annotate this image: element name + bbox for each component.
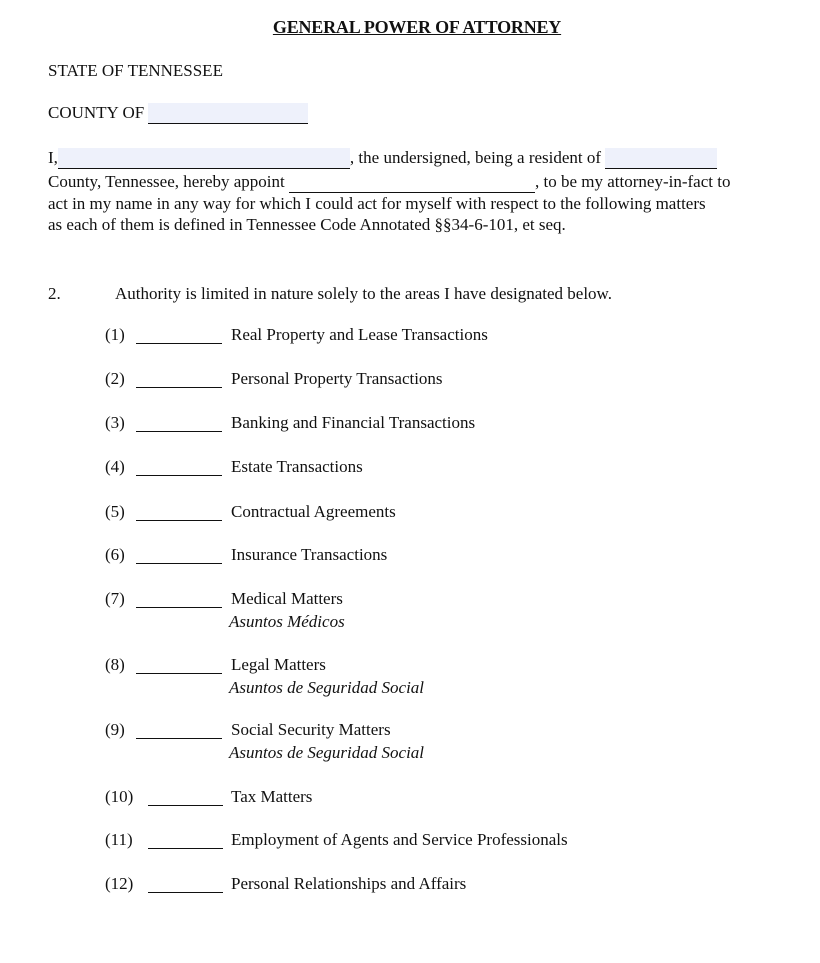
intro-line-2	[48, 172, 730, 193]
item-label: Personal Relationships and Affairs	[231, 874, 467, 893]
item-label: Legal Matters	[231, 655, 326, 674]
item-label: Contractual Agreements	[231, 502, 396, 521]
item-number: (6)	[105, 545, 125, 564]
intro-line-4: as each of them is defined in Tennessee Code Annotated §§34-6-101, et seq.	[48, 215, 566, 234]
section-text: Authority is limited in nature solely to the areas I have designated below.	[115, 284, 612, 303]
grantor-name-field[interactable]	[58, 148, 350, 169]
item-sublabel: Asuntos Médicos	[229, 612, 345, 631]
item-number: (3)	[105, 413, 125, 432]
item-initials-field[interactable]	[136, 343, 222, 344]
item-initials-field[interactable]	[136, 431, 222, 432]
intro-line2-end: , to be my attorney-in-fact to	[535, 172, 731, 191]
item-label: Personal Property Transactions	[231, 369, 443, 388]
resident-county-field[interactable]	[605, 148, 717, 169]
intro-line-3: act in my name in any way for which I could act for myself with respect to the following matters	[48, 194, 706, 213]
item-sublabel: Asuntos de Seguridad Social	[229, 678, 425, 697]
item-number: (2)	[105, 369, 125, 388]
item-initials-field[interactable]	[136, 563, 222, 564]
item-number: (12)	[105, 874, 134, 893]
county-label: COUNTY OF	[48, 103, 145, 122]
item-number: (5)	[105, 502, 125, 521]
item-label: Employment of Agents and Service Professionals	[231, 830, 568, 849]
intro-i: I,	[48, 148, 58, 167]
county-line	[48, 103, 308, 124]
item-label: Banking and Financial Transactions	[231, 413, 476, 432]
item-number: (7)	[105, 589, 125, 608]
item-initials-field[interactable]	[136, 387, 222, 388]
item-sublabel: Asuntos de Seguridad Social	[229, 743, 425, 762]
item-initials-field[interactable]	[148, 848, 223, 849]
item-label: Real Property and Lease Transactions	[231, 325, 488, 344]
item-label: Social Security Matters	[231, 720, 391, 739]
item-number: (9)	[105, 720, 125, 739]
item-initials-field[interactable]	[136, 520, 222, 521]
item-number: (8)	[105, 655, 125, 674]
item-number: (11)	[105, 830, 133, 849]
item-initials-field[interactable]	[148, 805, 223, 806]
item-label: Tax Matters	[231, 787, 313, 806]
item-initials-field[interactable]	[136, 475, 222, 476]
attorney-in-fact-field[interactable]	[289, 172, 535, 193]
intro-line1-mid: , the undersigned, being a resident of	[349, 148, 602, 167]
item-label: Insurance Transactions	[231, 545, 388, 564]
intro-line-1	[48, 148, 717, 169]
item-number: (10)	[105, 787, 134, 806]
item-initials-field[interactable]	[136, 673, 222, 674]
item-number: (1)	[105, 325, 125, 344]
item-label: Estate Transactions	[231, 457, 363, 476]
section-number: 2.	[48, 284, 61, 303]
state-label: STATE OF TENNESSEE	[48, 61, 223, 80]
item-initials-field[interactable]	[148, 892, 223, 893]
item-number: (4)	[105, 457, 125, 476]
document-title: GENERAL POWER OF ATTORNEY	[272, 17, 562, 37]
item-label: Medical Matters	[231, 589, 343, 608]
item-initials-field[interactable]	[136, 738, 222, 739]
county-field[interactable]	[148, 103, 308, 124]
item-initials-field[interactable]	[136, 607, 222, 608]
intro-line2-start: County, Tennessee, hereby appoint	[48, 172, 285, 191]
